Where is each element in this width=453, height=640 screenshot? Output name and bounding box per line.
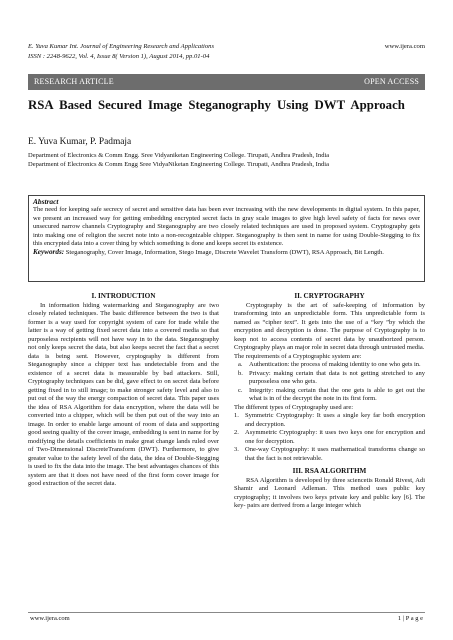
types-list [234, 412, 425, 463]
cryptography-paragraph: Cryptography is the art of safe-keeping of information by transforming into an unpredictable form. This unpredictable form is named as “cipher text”. It gets into the use of a “key ”by which the encryption and decryption is done. The purpose of Cryptography is to keep not to access contents of secret data by unauthorized person. Cryptography plays an major role in secret data through untrusted media. [234, 301, 425, 351]
abstract-box [28, 195, 425, 282]
rsa-paragraph: RSA Algorithm is developed by three sciencetis Ronald Rivest, Adi Shamir and Leonard Adleman. This method uses public key cryptography; it involves two keys private key and public key [6]. The key- pairs are derived from a large integer which [234, 476, 425, 509]
paper-title: RSA Based Secured Image Steganography Using DWT Approach [28, 98, 405, 112]
list-item-text: Integrity: making certain that the one gets is able to get out the what is in of the decrypt the note in its first form. [249, 386, 425, 402]
keywords-text: Steganography, Cover Image, Information, Stego Image, Discrete Wavelet Transform (DWT), RSA Approach, Bit Length. [65, 249, 384, 257]
article-type-banner [28, 74, 425, 90]
list-marker: 3. [234, 446, 239, 453]
open-access-label: OPEN ACCESS [364, 77, 419, 86]
list-item-text: Asymmetric Cryptography: it uses two keys one for encryption and one for decryption. [245, 429, 425, 445]
right-column [234, 292, 425, 511]
journal-website[interactable]: www.ijera.com [384, 43, 425, 50]
affiliation-2: Department of Electronics & Comm Engg Sree VidyaNiketan Engineering College. Tirupati, Andhra Pradesh, India [28, 160, 329, 168]
page-number: 1 | P a g e [397, 615, 423, 622]
journal-line: E. Yuva Kumar Int. Journal of Engineering Research and Applications [28, 43, 215, 50]
list-item-text: Privacy: making certain that data is not getting stretched to any purposeless one who gets. [249, 369, 425, 385]
list-marker: b. [238, 369, 243, 377]
list-item [234, 387, 425, 404]
abstract-heading: Abstract [33, 197, 59, 206]
page-footer [28, 612, 425, 622]
requirements-intro: The requirements of a Cryptographic system are: [234, 352, 362, 360]
keywords-label: Keywords: [33, 248, 65, 257]
cryptography-heading: II. CRYPTOGRAPHY [294, 292, 365, 300]
list-marker: c. [238, 386, 243, 394]
requirements-list [234, 361, 425, 404]
abstract-text: The need for keeping safe secrecy of secret and sensitive data has been ever increasing with the new developments in digital system. In this paper, we present an increased way for getting embedding encrypted secret facts in gray scale images to give high level safety of facts for news over unsecured narrow channels Cryptography and Steganography are two closely related techniques are used in proposed system. Cryptography gets into making one of religion the secret note into a non-recognizable chipper. Steganography is then sent in name for using Double-Stegging to fix this encrypted data into a cover thing by which something is done and keeps secret its existence. [33, 206, 420, 248]
rsa-heading: III. RSA ALGORITHM [292, 467, 367, 475]
list-marker: a. [238, 361, 243, 368]
left-column [28, 292, 219, 489]
keywords [33, 248, 420, 257]
issn-line: ISSN : 2248-9622, Vol. 4, Issue 8( Version 1), August 2014, pp.01-04 [28, 52, 210, 60]
types-intro: The different types of Cryptography used are: [234, 403, 354, 411]
list-item-text: Symmetric Cryptography: It uses a single key far both encryption and decryption. [245, 412, 425, 428]
list-item [234, 412, 425, 429]
research-article-label: RESEARCH ARTICLE [34, 77, 114, 86]
list-item [234, 446, 425, 463]
footer-website[interactable]: www.ijera.com [30, 615, 70, 622]
list-item [234, 361, 425, 370]
authors: E. Yuva Kumar, P. Padmaja [28, 137, 132, 147]
list-item-text: One-way Cryptography: it uses mathematical transforms change so that the fact is not retrievable. [245, 446, 425, 462]
running-header [28, 42, 425, 61]
list-item-text: Authentication: the process of making identity to one who gets in. [249, 361, 421, 368]
list-marker: 1. [234, 412, 239, 419]
list-item [234, 370, 425, 387]
introduction-heading: I. INTRODUCTION [91, 292, 156, 300]
list-marker: 2. [234, 429, 239, 436]
introduction-paragraph: In information hiding watermarking and Steganography are two closely related techniques. The basic difference between the two is that former is a way used for copyright system of care for trade while the latter is a way of getting fixed secret data into a covered media so that purposeless recipients will not have way in to the data. Steganography not only keeps secret the data, but also keeps secret the fact that a secret data is being sent. However, cryptography is different from Steganography since a chipper text has undetectable from and the existence of a secret data is measurable by bad attackers. Still, Cryptography techniques can be did, gave effect to on secret data before getting fixed in to still image; to make stronger safety level and also to put out of the way the energy compaction of secret data. This paper uses the idea of RSA Algorithm for data encryption, where the data will be converted into a chipper, which will be then put out of the way into an image. In order to enable large amount of room of data and supporting good seeing quality of the cover image, embedding is sent in name for by modifying the details coefficients in make great change lands ruled over of Two-Dimensional DiscreteTransform (DWT). Furthermore, to give greater value to the safety level of the data, the idea of Double-Stegging is used to fix the data into the image. The best advantages chances of this system are that it does not have need of the first form cover image for good extraction of the secret data. [28, 301, 219, 487]
affiliations [28, 152, 425, 169]
affiliation-1: Department of Electronics & Comm Engg. Sree Vidyaniketan Engineering College. Tirupati, Andhra Pradesh, India [28, 152, 330, 159]
list-item [234, 429, 425, 446]
